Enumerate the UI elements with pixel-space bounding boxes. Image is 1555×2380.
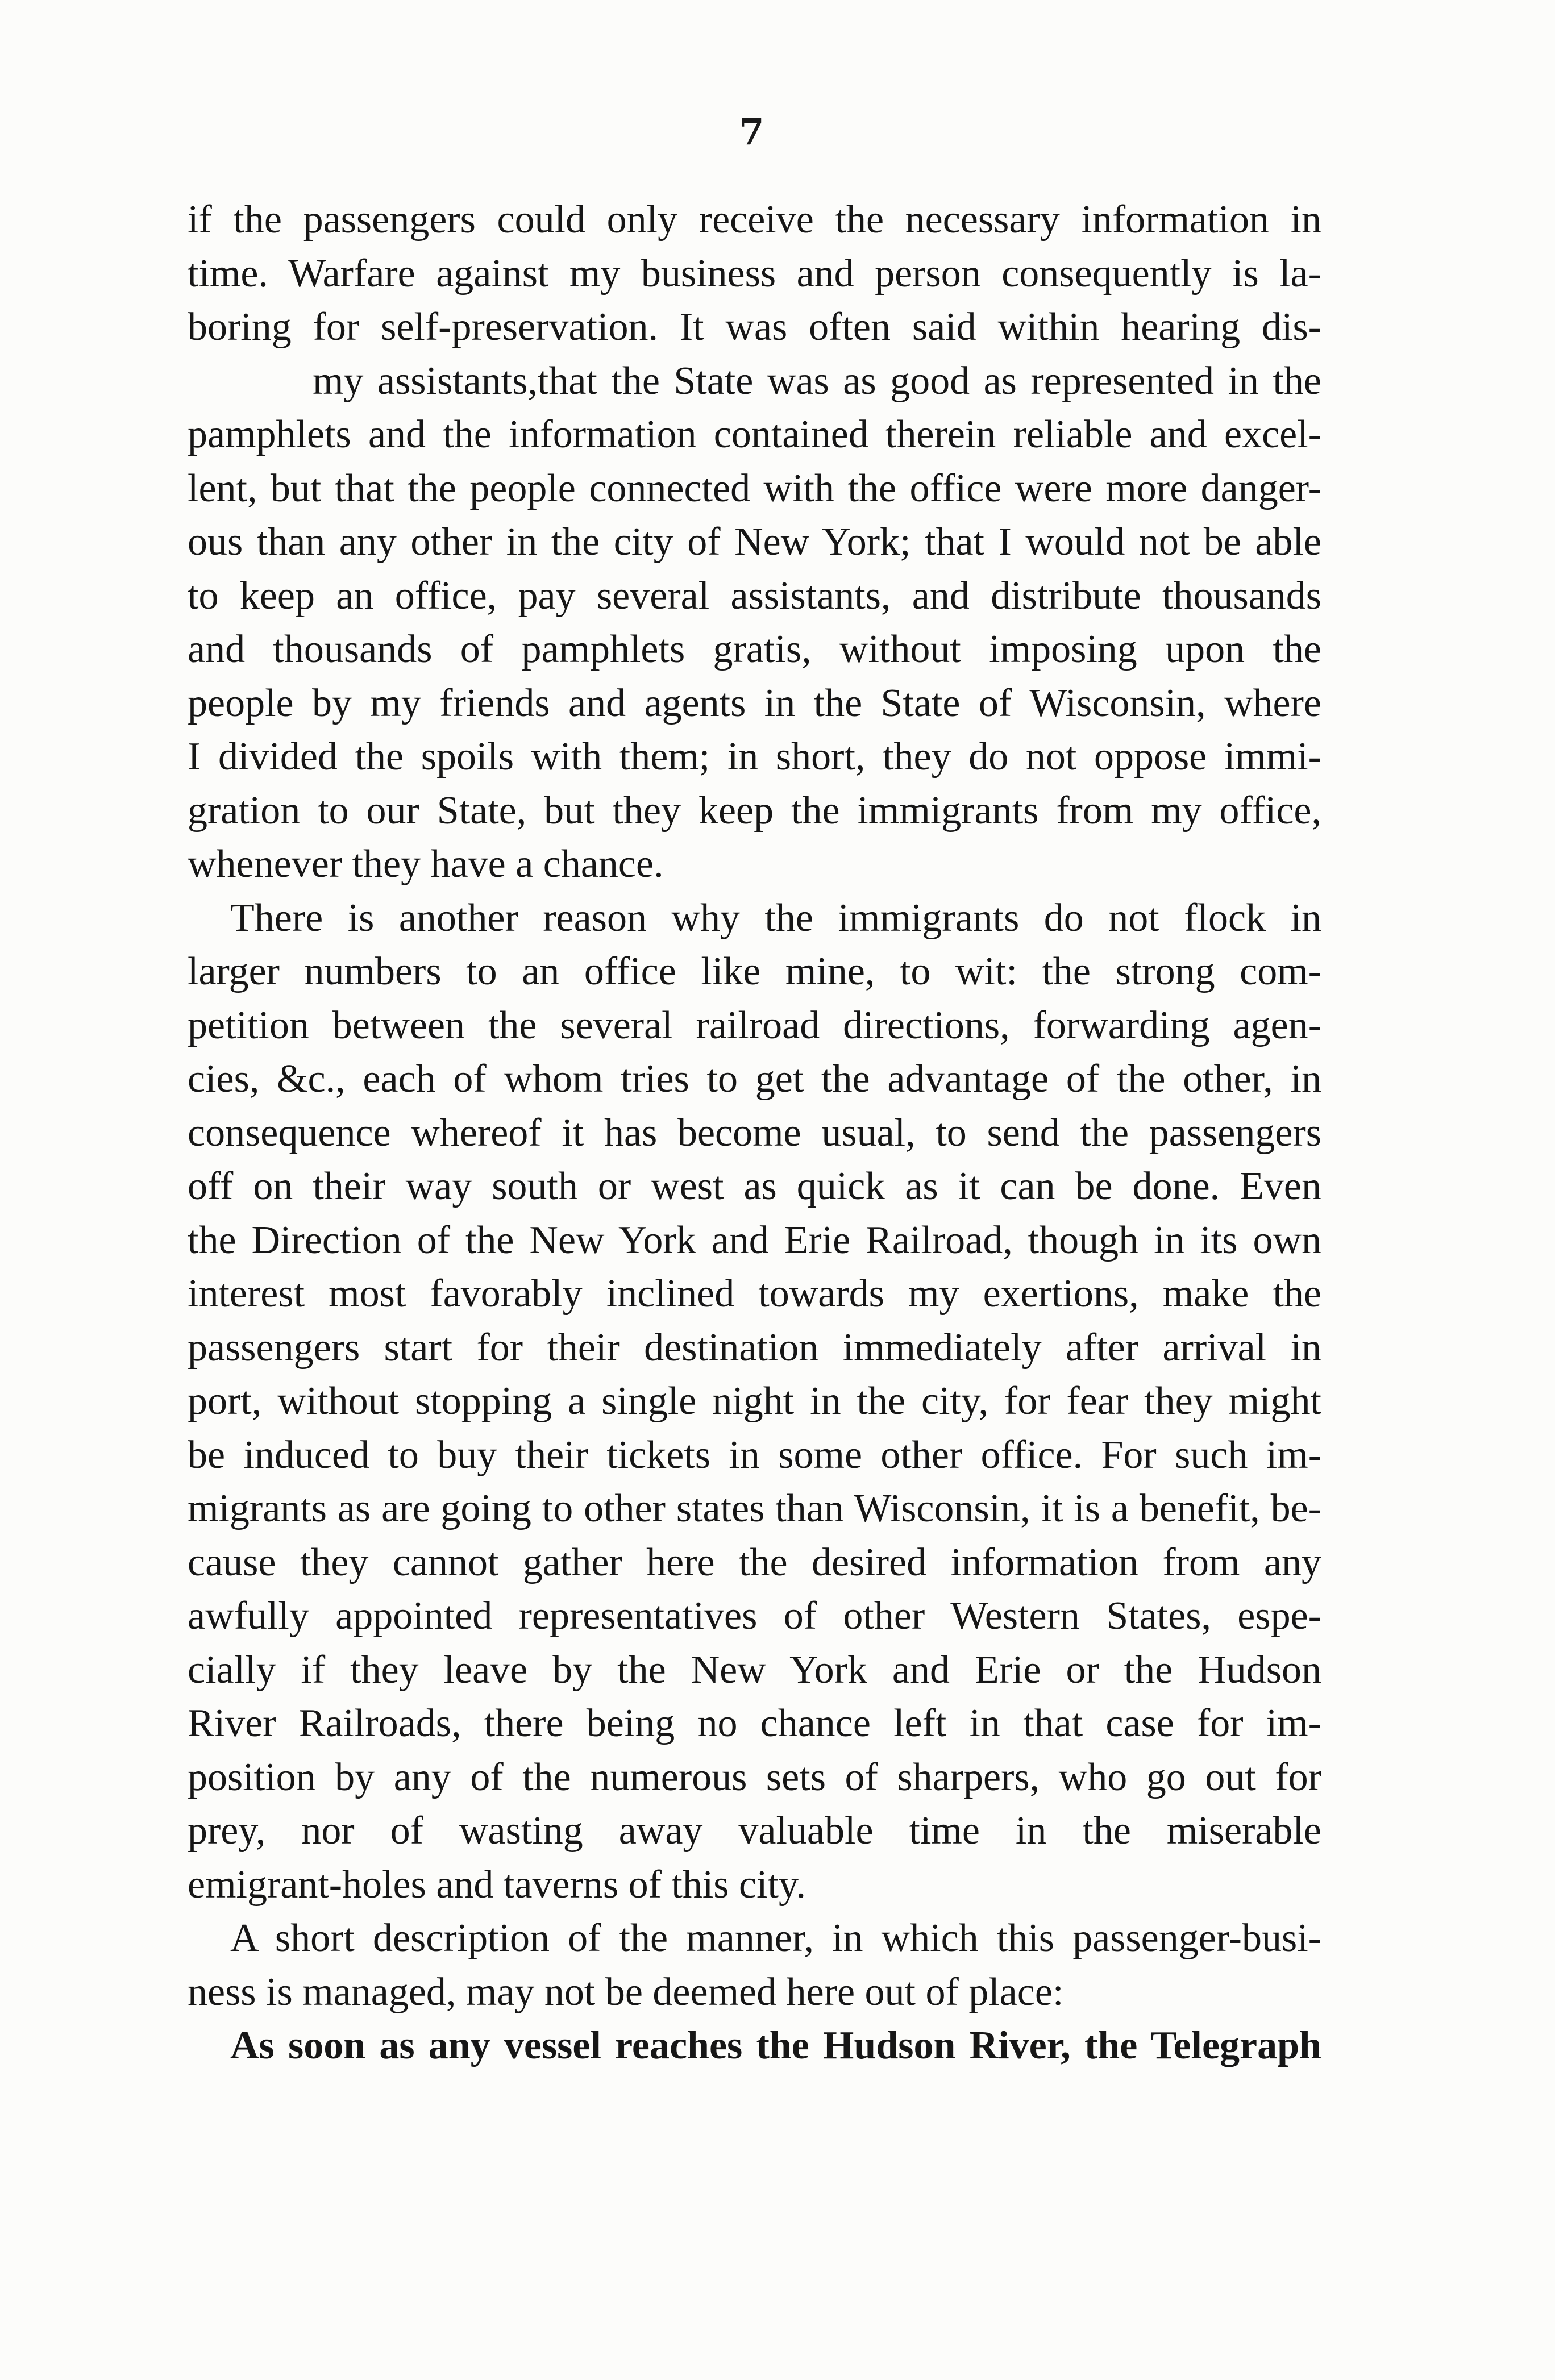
text-line: off on their way south or west as quick as it can be done. Even	[188, 1164, 1321, 1208]
text-line: awfully appointed representatives of other Western States, espe-	[188, 1594, 1321, 1638]
text-line: River Railroads, there being no chance left in that case for im-	[188, 1701, 1321, 1745]
text-line: cies, &c., each of whom tries to get the advantage of the other, in	[188, 1057, 1321, 1101]
text-line: prey, nor of wasting away valuable time in the miserable	[188, 1809, 1321, 1853]
text-line: lent, but that the people connected with the office were more danger-	[188, 466, 1321, 510]
text-line: emigrant-holes and taverns of this city.	[188, 1862, 806, 1907]
text-line: A short description of the manner, in which this passenger-busi-	[230, 1916, 1321, 1960]
text-line: the Direction of the New York and Erie Railroad, though in its own	[188, 1218, 1321, 1262]
text-line: ous than any other in the city of New York; that I would not be able	[188, 520, 1321, 564]
text-line: to keep an office, pay several assistants, and distribute thousands	[188, 573, 1321, 618]
text-line: I divided the spoils with them; in short, they do not oppose immi-	[188, 735, 1321, 779]
text-line: cause they cannot gather here the desired information from any	[188, 1540, 1321, 1584]
text-line: whenever they have a chance.	[188, 842, 664, 886]
text-line: migrants as are going to other states than Wisconsin, it is a benefit, be-	[188, 1487, 1321, 1530]
text-line: port, without stopping a single night in the city, for fear they might	[188, 1379, 1321, 1423]
text-line: boring for self-preservation. It was often said within hearing dis-	[188, 305, 1321, 349]
text-line: cially if they leave by the New York and Erie or the Hudson	[188, 1647, 1321, 1692]
text-line: position by any of the numerous sets of sharpers, who go out for	[188, 1755, 1321, 1799]
text-line: There is another reason why the immigrants do not flock in	[230, 896, 1321, 940]
text-line: petition between the several railroad directions, forwarding agen-	[188, 1003, 1321, 1047]
text-line: be induced to buy their tickets in some other office. For such im-	[188, 1433, 1321, 1477]
text-line: consequence whereof it has become usual, to send the passengers	[188, 1110, 1321, 1155]
text-line: people by my friends and agents in the State of Wisconsin, where	[188, 681, 1321, 725]
text-line: and thousands of pamphlets gratis, without imposing upon the	[188, 627, 1321, 671]
text-line: gration to our State, but they keep the immigrants from my office,	[188, 788, 1321, 833]
text-line: time. Warfare against my business and person consequently is la-	[188, 251, 1321, 296]
text-line: larger numbers to an office like mine, to wit: the strong com-	[188, 950, 1321, 993]
text-line: As soon as any vessel reaches the Hudson River, the Telegraph	[230, 2024, 1321, 2067]
text-line: pamphlets and the information contained therein reliable and excel-	[188, 413, 1321, 456]
text-line: ness is managed, may not be deemed here out of place:	[188, 1970, 1064, 2014]
text-line: interest most favorably inclined towards my exertions, make the	[188, 1272, 1321, 1316]
body-text	[188, 193, 1321, 2073]
text-line: my assistants,that the State was as good as represented in the	[313, 359, 1321, 403]
text-line: if the passengers could only receive the necessary information in	[188, 198, 1321, 242]
text-line: passengers start for their destination immediately after arrival in	[188, 1325, 1321, 1370]
page-number: 7	[739, 111, 764, 153]
